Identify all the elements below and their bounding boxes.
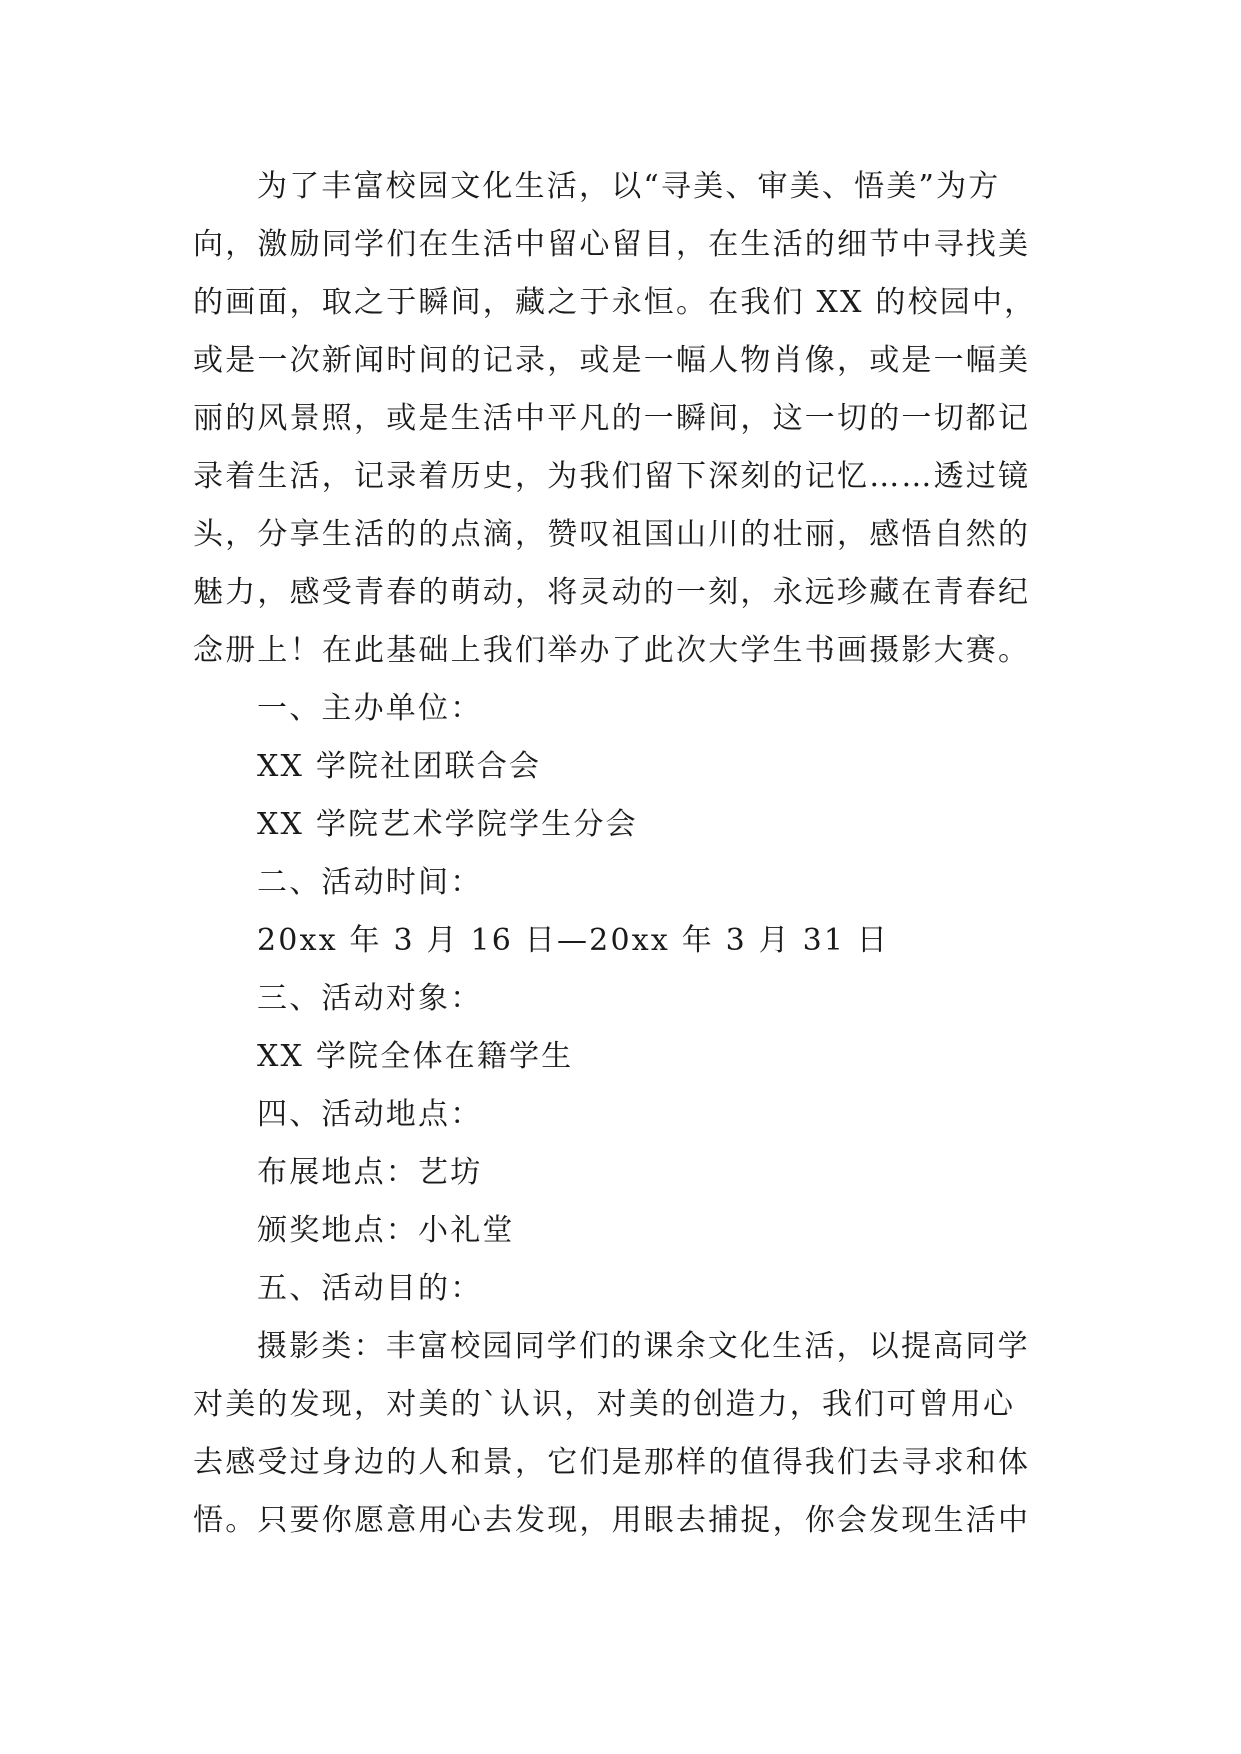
organizer-item: XX 学院艺术学院学生分会	[257, 807, 638, 842]
location-award: 颁奖地点：小礼堂	[257, 1213, 515, 1248]
intro-paragraph-line: 丽的风景照，或是生活中平凡的一瞬间，这一切的一切都记	[193, 401, 1031, 436]
purpose-paragraph-line: 悟。只要你愿意用心去发现，用眼去捕捉，你会发现生活中	[193, 1503, 1031, 1538]
time-value: 20xx 年 3 月 16 日—20xx 年 3 月 31 日	[257, 923, 890, 958]
intro-paragraph-line: 的画面，取之于瞬间，藏之于永恒。在我们 XX 的校园中，	[193, 285, 1037, 320]
document-body	[193, 158, 1053, 1550]
intro-paragraph-line: 或是一次新闻时间的记录，或是一幅人物肖像，或是一幅美	[193, 343, 1031, 378]
location-exhibit: 布展地点：艺坊	[257, 1155, 483, 1190]
purpose-heading: 五、活动目的：	[257, 1271, 483, 1306]
target-value: XX 学院全体在籍学生	[257, 1039, 574, 1074]
purpose-paragraph-line: 对美的发现，对美的`认识，对美的创造力，我们可曾用心	[193, 1387, 1016, 1422]
purpose-paragraph-line: 摄影类：丰富校园同学们的课余文化生活，以提高同学	[257, 1329, 1030, 1364]
target-heading: 三、活动对象：	[257, 981, 483, 1016]
time-heading: 二、活动时间：	[257, 865, 483, 900]
organizer-item: XX 学院社团联合会	[257, 749, 542, 784]
intro-paragraph-line: 为了丰富校园文化生活，以“寻美、审美、悟美”为方	[257, 169, 1001, 204]
organizer-heading: 一、主办单位：	[257, 691, 483, 726]
intro-paragraph-line: 头，分享生活的的点滴，赞叹祖国山川的壮丽，感悟自然的	[193, 517, 1031, 552]
purpose-paragraph-line: 去感受过身边的人和景，它们是那样的值得我们去寻求和体	[193, 1445, 1031, 1480]
intro-paragraph-line: 向，激励同学们在生活中留心留目，在生活的细节中寻找美	[193, 227, 1031, 262]
intro-paragraph-line: 念册上！在此基础上我们举办了此次大学生书画摄影大赛。	[193, 633, 1031, 668]
location-heading: 四、活动地点：	[257, 1097, 483, 1132]
intro-paragraph-line: 录着生活，记录着历史，为我们留下深刻的记忆……透过镜	[193, 459, 1031, 494]
intro-paragraph-line: 魅力，感受青春的萌动，将灵动的一刻，永远珍藏在青春纪	[193, 575, 1031, 610]
